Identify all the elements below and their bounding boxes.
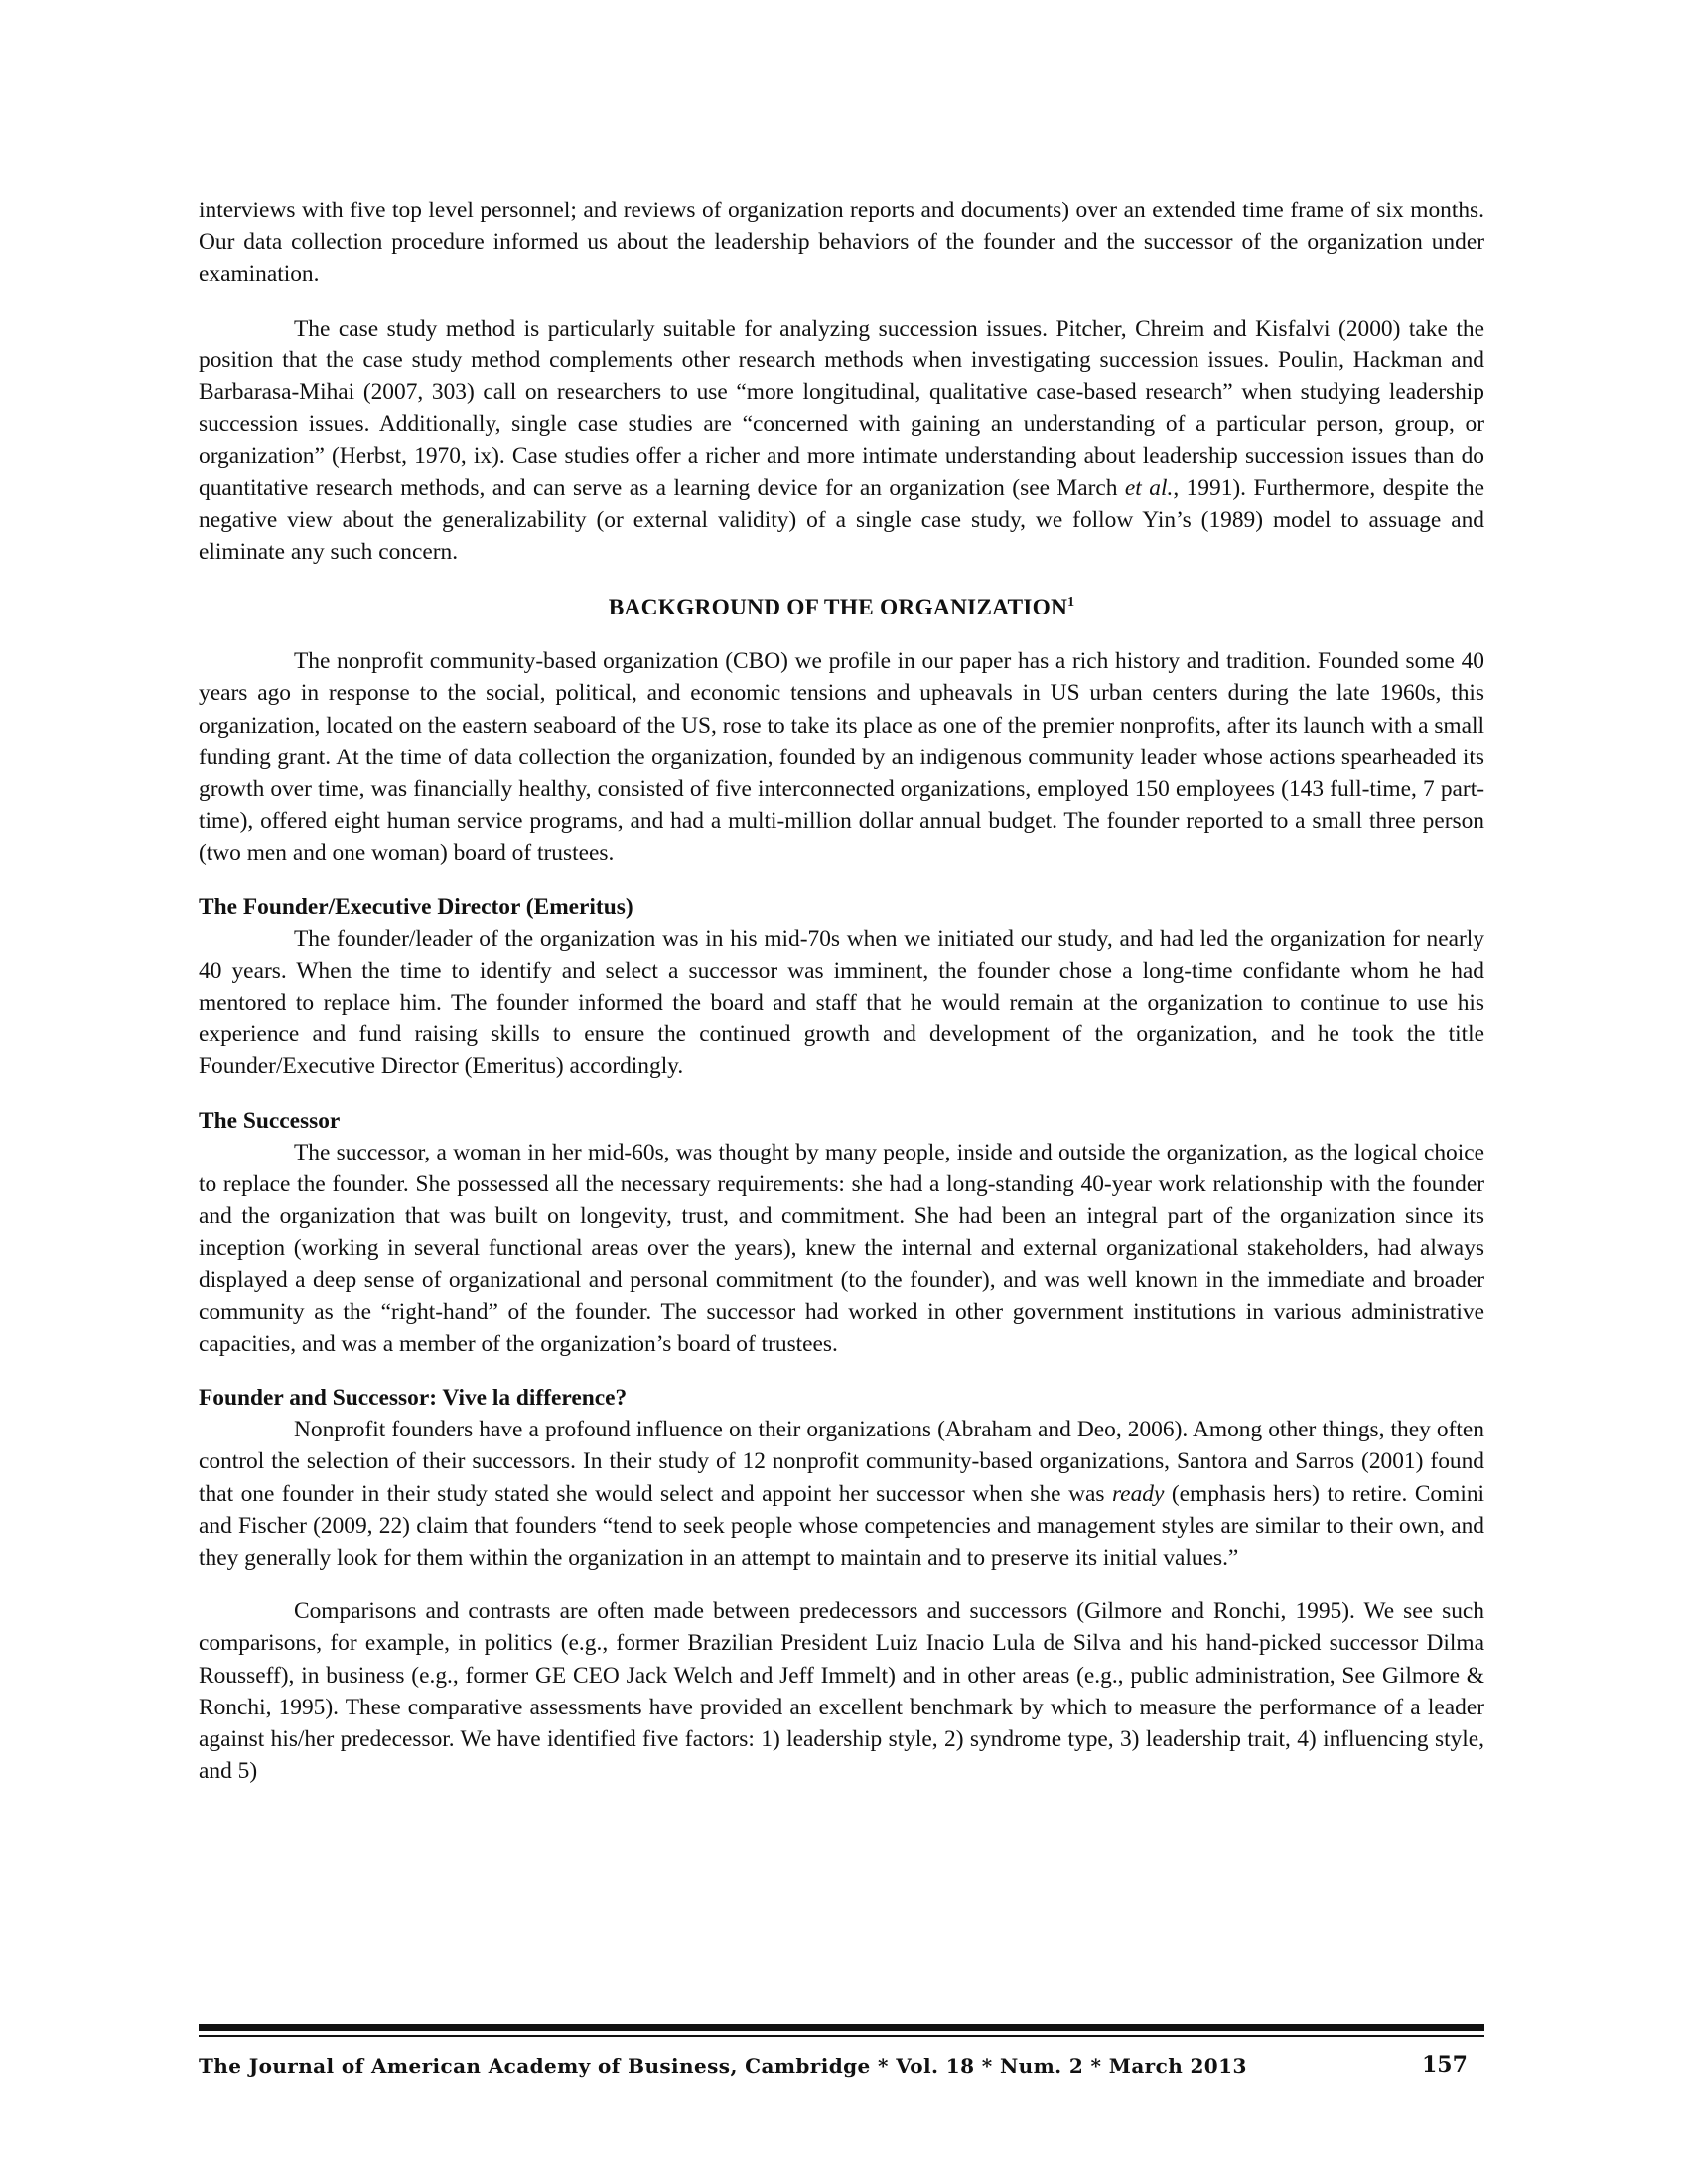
footer-journal-citation: The Journal of American Academy of Business, Cambridge * Vol. 18 * Num. 2 * March 2013	[199, 2054, 1247, 2078]
subheading-founder-and-successor: Founder and Successor: Vive la difference?	[199, 1385, 628, 1412]
paragraph-comparisons: Comparisons and contrasts are often made between predecessors and successors (Gilmore and Ronchi, 1995). We see such comparisons, for example, in politics (e.g., former Brazilian President Luiz Inacio Lula de Silva and his hand-picked successor Dilma Rousseff), in business (e.g., former GE CEO Jack Welch and Jeff Immelt) and in other areas (e.g., public administration, See Gilmore & Ronchi, 1995). These comparative assessments have provided an excellent benchmark by which to measure the performance of a leader against his/her predecessor. We have identified five factors: 1) leadership style, 2) syndrome type, 3) leadership trait, 4) influencing style, and 5)	[199, 1598, 1484, 1785]
italic-ready: ready	[1111, 1480, 1165, 1507]
section-heading-text: BACKGROUND OF THE ORGANIZATION	[608, 595, 1068, 621]
subheading-successor: The Successor	[199, 1107, 341, 1134]
paragraph-text: , 1991). Furthermore, despite the negative view about the generalizability (or external validity) of a single case study, we follow Yin’s (1989) model to assuage and eliminate any such concern.	[199, 475, 1484, 566]
paragraph-successor: The successor, a woman in her mid-60s, was thought by many people, inside and outside the organization, as the logical choice to replace the founder. She possessed all the necessary requirements: she had a long-standing 40-year work relationship with the founder and the organization that was built on longevity, trust, and commitment. She had been an integral part of the organization since its inception (working in several functional areas over the years), knew the internal and external organizational stakeholders, had always displayed a deep sense of organizational and personal commitment (to the founder), and was well known in the immediate and broader community as the “right-hand” of the founder. The successor had worked in other government institutions in various administrative capacities, and was a member of the organization’s board of trustees.	[199, 1139, 1484, 1357]
footer-rule-thick	[199, 2024, 1484, 2031]
footer-rule-thin	[199, 2035, 1484, 2037]
footnote-marker: 1	[1067, 595, 1075, 611]
paragraph-founder: The founder/leader of the organization was in his mid-70s when we initiated our study, and had led the organization for nearly 40 years. When the time to identify and select a successor was imminent, the founder chose a long-time confidante whom he had mentored to replace him. The founder informed the board and staff that he would remain at the organization to continue to use his experience and fund raising skills to ensure the continued growth and development of the organization, and he took the title Founder/Executive Director (Emeritus) accordingly.	[199, 925, 1484, 1080]
paragraph-case-study-method	[199, 313, 1484, 569]
subheading-founder: The Founder/Executive Director (Emeritus)	[199, 893, 633, 920]
italic-et-al: et al.	[1124, 475, 1174, 501]
paragraph-organization-background: The nonprofit community-based organization (CBO) we profile in our paper has a rich history and tradition. Founded some 40 years ago in response to the social, political, and economic tensions and upheavals in US urban centers during the late 1960s, this organization, located on the eastern seaboard of the US, rose to take its place as one of the premier nonprofits, after its launch with a small funding grant. At the time of data collection the organization, founded by an indigenous community leader whose actions spearheaded its growth over time, was financially healthy, consisted of five interconnected organizations, employed 150 employees (143 full-time, 7 part-time), offered eight human service programs, and had a multi-million dollar annual budget. The founder reported to a small three person (two men and one woman) board of trustees.	[199, 648, 1484, 867]
section-heading	[199, 592, 1484, 623]
paragraph-text: The case study method is particularly suitable for analyzing succession issues. Pitcher, Chreim and Kisfalvi (2000) take the position that the case study method complements other research methods when investigating succession issues. Poulin, Hackman and Barbarasa-Mihai (2007, 303) call on researchers to use “more longitudinal, qualitative case-based research” when studying leadership succession issues. Additionally, single case studies are “concerned with gaining an understanding of a particular person, group, or organization” (Herbst, 1970, ix). Case studies offer a richer and more intimate understanding about leadership succession issues than do quantitative research methods, and can serve as a learning device for an organization (see March	[199, 315, 1484, 501]
paragraph-nonprofit-founders	[199, 1414, 1484, 1573]
paragraph-data-collection: interviews with five top level personnel; and reviews of organization reports and documents) over an extended time frame of six months. Our data collection procedure informed us about the leadership behaviors of the founder and the successor of the organization under examination.	[199, 198, 1484, 288]
article-body	[199, 195, 1484, 1787]
page-number: 157	[1422, 2052, 1468, 2078]
paragraph-text: Nonprofit founders have a profound influence on their organizations (Abraham and Deo, 2006). Among other things, they often control the selection of their successors. In their study of 12 nonprofit community-based organizations, Santora and Sarros (2001) found that one founder in their study stated she would select and appoint her successor when she was	[199, 1417, 1484, 1507]
paragraph-text: (emphasis hers) to retire. Comini and Fischer (2009, 22) claim that founders “tend to seek people whose competencies and management styles are similar to their own, and they generally look for them within the organization in an attempt to maintain and to preserve its initial values.”	[199, 1480, 1485, 1570]
